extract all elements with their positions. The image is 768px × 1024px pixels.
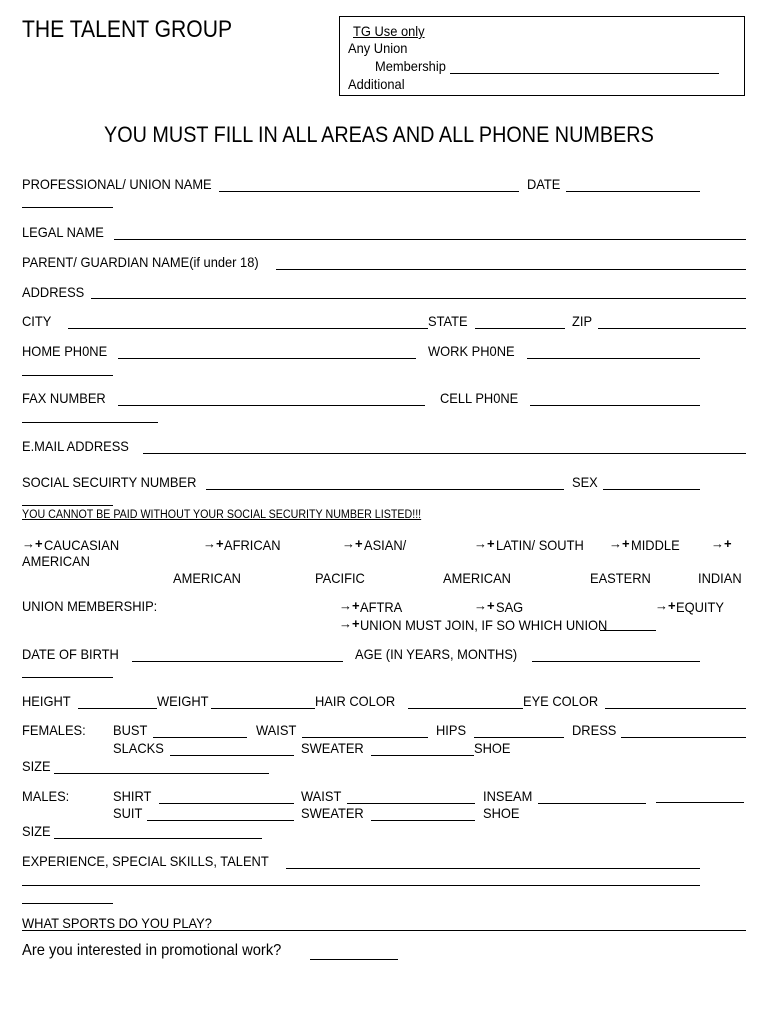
- union-membership-label: UNION MEMBERSHIP:: [22, 598, 158, 614]
- fax-line[interactable]: [118, 405, 425, 406]
- cell-phone-label: CELL PH0NE: [440, 390, 519, 406]
- age-line-wrap[interactable]: [22, 677, 113, 678]
- hair-color-label: HAIR COLOR: [315, 693, 396, 709]
- work-phone-label: WORK PH0NE: [428, 343, 515, 359]
- legal-name-label: LEGAL NAME: [22, 224, 104, 240]
- female-size-label: SIZE: [22, 758, 51, 774]
- state-line[interactable]: [475, 328, 565, 329]
- male-sweater-line[interactable]: [371, 820, 475, 821]
- sex-line[interactable]: [603, 489, 700, 490]
- experience-line-2[interactable]: [22, 885, 700, 886]
- male-shoe-label: SHOE: [483, 805, 520, 821]
- hair-color-line[interactable]: [408, 708, 523, 709]
- height-line[interactable]: [78, 708, 157, 709]
- bust-line[interactable]: [153, 737, 247, 738]
- email-label: E.MAIL ADDRESS: [22, 438, 129, 454]
- suit-label: SUIT: [113, 805, 143, 821]
- caucasian-label: CAUCASIAN: [44, 537, 120, 553]
- which-union-line[interactable]: [600, 630, 656, 631]
- african-label: AFRICAN: [224, 537, 281, 553]
- sag-checkbox-icon[interactable]: →+: [474, 598, 495, 613]
- latin-checkbox-icon[interactable]: →+: [474, 536, 495, 551]
- guardian-label: PARENT/ GUARDIAN NAME(if under 18): [22, 254, 259, 270]
- males-label: MALES:: [22, 788, 70, 804]
- work-phone-line[interactable]: [527, 358, 700, 359]
- inseam-line-ext[interactable]: [656, 802, 744, 803]
- male-waist-line[interactable]: [347, 803, 475, 804]
- tg-use-only-box: [339, 16, 745, 96]
- weight-line[interactable]: [211, 708, 315, 709]
- fax-label: FAX NUMBER: [22, 390, 106, 406]
- date-label: DATE: [527, 176, 561, 192]
- age-line[interactable]: [532, 661, 700, 662]
- work-phone-line-wrap[interactable]: [22, 375, 113, 376]
- experience-label: EXPERIENCE, SPECIAL SKILLS, TALENT: [22, 853, 269, 869]
- indian-checkbox-icon[interactable]: →+: [711, 536, 732, 551]
- indian-label: INDIAN: [698, 570, 742, 586]
- asian-checkbox-icon[interactable]: →+: [342, 536, 363, 551]
- caucasian-american-label: AMERICAN: [22, 553, 90, 569]
- bust-label: BUST: [113, 722, 148, 738]
- tg-membership-label: Membership: [375, 58, 446, 74]
- female-waist-line[interactable]: [302, 737, 428, 738]
- ssn-line[interactable]: [206, 489, 564, 490]
- dress-line[interactable]: [621, 737, 746, 738]
- asian-label: ASIAN/: [364, 537, 407, 553]
- male-size-label: SIZE: [22, 823, 51, 839]
- professional-name-line[interactable]: [219, 191, 519, 192]
- sports-line[interactable]: [22, 930, 746, 931]
- eye-color-label: EYE COLOR: [523, 693, 599, 709]
- ssn-warning: YOU CANNOT BE PAID WITHOUT YOUR SOCIAL SECURITY NUMBER LISTED!!!: [22, 509, 422, 521]
- female-waist-label: WAIST: [256, 722, 297, 738]
- african-american-label: AMERICAN: [173, 570, 241, 586]
- company-name: THE TALENT GROUP: [22, 16, 233, 43]
- females-label: FEMALES:: [22, 722, 86, 738]
- experience-line-3[interactable]: [22, 903, 113, 904]
- promo-answer-line[interactable]: [310, 959, 398, 960]
- female-size-line[interactable]: [54, 773, 269, 774]
- female-sweater-label: SWEATER: [301, 740, 364, 756]
- african-checkbox-icon[interactable]: →+: [203, 536, 224, 551]
- home-phone-label: HOME PH0NE: [22, 343, 108, 359]
- fill-all-instruction: YOU MUST FILL IN ALL AREAS AND ALL PHONE NUMBERS: [104, 122, 654, 147]
- equity-label: EQUITY: [676, 599, 724, 615]
- city-line[interactable]: [68, 328, 428, 329]
- aftra-checkbox-icon[interactable]: →+: [339, 598, 360, 613]
- hips-label: HIPS: [436, 722, 467, 738]
- female-shoe-label: SHOE: [474, 740, 511, 756]
- tg-any-union-label: Any Union: [348, 40, 408, 56]
- inseam-label: INSEAM: [483, 788, 533, 804]
- height-label: HEIGHT: [22, 693, 71, 709]
- female-sweater-line[interactable]: [371, 755, 474, 756]
- date-line-wrap[interactable]: [22, 207, 113, 208]
- tg-additional-label: Additional: [348, 76, 405, 92]
- sag-label: SAG: [496, 599, 524, 615]
- cell-phone-line[interactable]: [530, 405, 700, 406]
- pacific-label: PACIFIC: [315, 570, 365, 586]
- male-waist-label: WAIST: [301, 788, 342, 804]
- email-line[interactable]: [143, 453, 746, 454]
- legal-name-line[interactable]: [114, 239, 746, 240]
- ssn-label: SOCIAL SECUIRTY NUMBER: [22, 474, 197, 490]
- eastern-label: EASTERN: [590, 570, 651, 586]
- shirt-label: SHIRT: [113, 788, 152, 804]
- shirt-line[interactable]: [159, 803, 294, 804]
- male-size-line[interactable]: [54, 838, 262, 839]
- caucasian-checkbox-icon[interactable]: →+: [22, 536, 43, 551]
- suit-line[interactable]: [147, 820, 294, 821]
- tg-membership-line[interactable]: [450, 73, 719, 74]
- guardian-line[interactable]: [276, 269, 746, 270]
- latin-label: LATIN/ SOUTH: [496, 537, 584, 553]
- address-line[interactable]: [91, 298, 746, 299]
- tg-use-heading: TG Use only: [353, 23, 425, 39]
- sports-label: WHAT SPORTS DO YOU PLAY?: [22, 915, 212, 931]
- zip-line[interactable]: [598, 328, 746, 329]
- middle-eastern-checkbox-icon[interactable]: →+: [609, 536, 630, 551]
- cell-phone-line-wrap[interactable]: [22, 422, 158, 423]
- promo-question: Are you interested in promotional work?: [22, 942, 282, 959]
- hips-line[interactable]: [474, 737, 564, 738]
- eye-color-line[interactable]: [605, 708, 746, 709]
- slacks-label: SLACKS: [113, 740, 164, 756]
- aftra-label: AFTRA: [360, 599, 403, 615]
- must-join-label: UNION MUST JOIN, IF SO WHICH UNION: [360, 617, 608, 633]
- male-sweater-label: SWEATER: [301, 805, 364, 821]
- professional-name-label: PROFESSIONAL/ UNION NAME: [22, 176, 212, 192]
- address-label: ADDRESS: [22, 284, 85, 300]
- slacks-line[interactable]: [170, 755, 294, 756]
- weight-label: WEIGHT: [157, 693, 209, 709]
- date-line[interactable]: [566, 191, 700, 192]
- middle-label: MIDDLE: [631, 537, 680, 553]
- sex-line-wrap[interactable]: [22, 505, 113, 506]
- dress-label: DRESS: [572, 722, 617, 738]
- dob-label: DATE OF BIRTH: [22, 646, 119, 662]
- age-label: AGE (IN YEARS, MONTHS): [355, 646, 518, 662]
- dob-line[interactable]: [132, 661, 343, 662]
- city-label: CITY: [22, 313, 52, 329]
- equity-checkbox-icon[interactable]: →+: [655, 598, 676, 613]
- zip-label: ZIP: [572, 313, 593, 329]
- sex-label: SEX: [572, 474, 598, 490]
- home-phone-line[interactable]: [118, 358, 416, 359]
- must-join-checkbox-icon[interactable]: →+: [339, 616, 360, 631]
- inseam-line[interactable]: [538, 803, 646, 804]
- state-label: STATE: [428, 313, 468, 329]
- latin-american-label: AMERICAN: [443, 570, 511, 586]
- experience-line-1[interactable]: [286, 868, 700, 869]
